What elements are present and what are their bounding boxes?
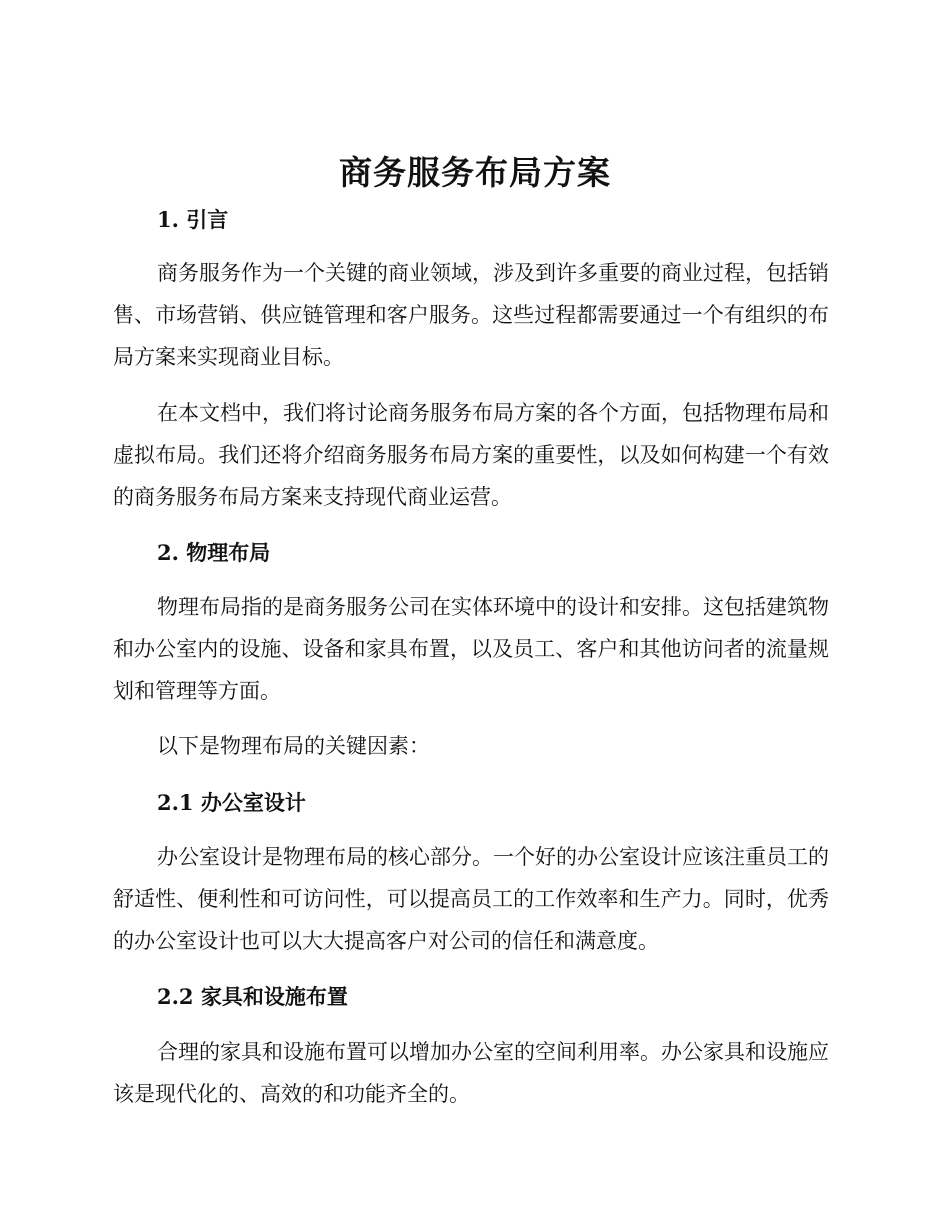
paragraph-physical-layout-1: 物理布局指的是商务服务公司在实体环境中的设计和安排。这包括建筑物和办公室内的设施、设备和家具布置，以及员工、客户和其他访问者的流量规划和管理等方面。: [113, 595, 829, 703]
section-heading-physical-layout: 2. 物理布局: [157, 540, 271, 565]
paragraph-intro-2: 在本文档中，我们将讨论商务服务布局方案的各个方面，包括物理布局和虚拟布局。我们还将介绍商务服务布局方案的重要性，以及如何构建一个有效的商务服务布局方案来支持现代商业运营。: [113, 401, 829, 509]
section-heading-furniture-layout: 2.2 家具和设施布置: [157, 984, 348, 1009]
document-title: 商务服务布局方案: [339, 153, 611, 192]
paragraph-furniture-layout: 合理的家具和设施布置可以增加办公室的空间利用率。办公家具和设施应该是现代化的、高效的和功能齐全的。: [113, 1040, 829, 1106]
paragraph-office-design: 办公室设计是物理布局的核心部分。一个好的办公室设计应该注重员工的舒适性、便利性和可访问性，可以提高员工的工作效率和生产力。同时，优秀的办公室设计也可以大大提高客户对公司的信任和满意度。: [113, 845, 829, 953]
section-heading-introduction: 1. 引言: [157, 207, 229, 232]
paragraph-intro-1: 商务服务作为一个关键的商业领域，涉及到许多重要的商业过程，包括销售、市场营销、供应链管理和客户服务。这些过程都需要通过一个有组织的布局方案来实现商业目标。: [113, 261, 829, 369]
section-heading-office-design: 2.1 办公室设计: [157, 790, 306, 815]
paragraph-physical-layout-2: 以下是物理布局的关键因素：: [157, 734, 430, 758]
